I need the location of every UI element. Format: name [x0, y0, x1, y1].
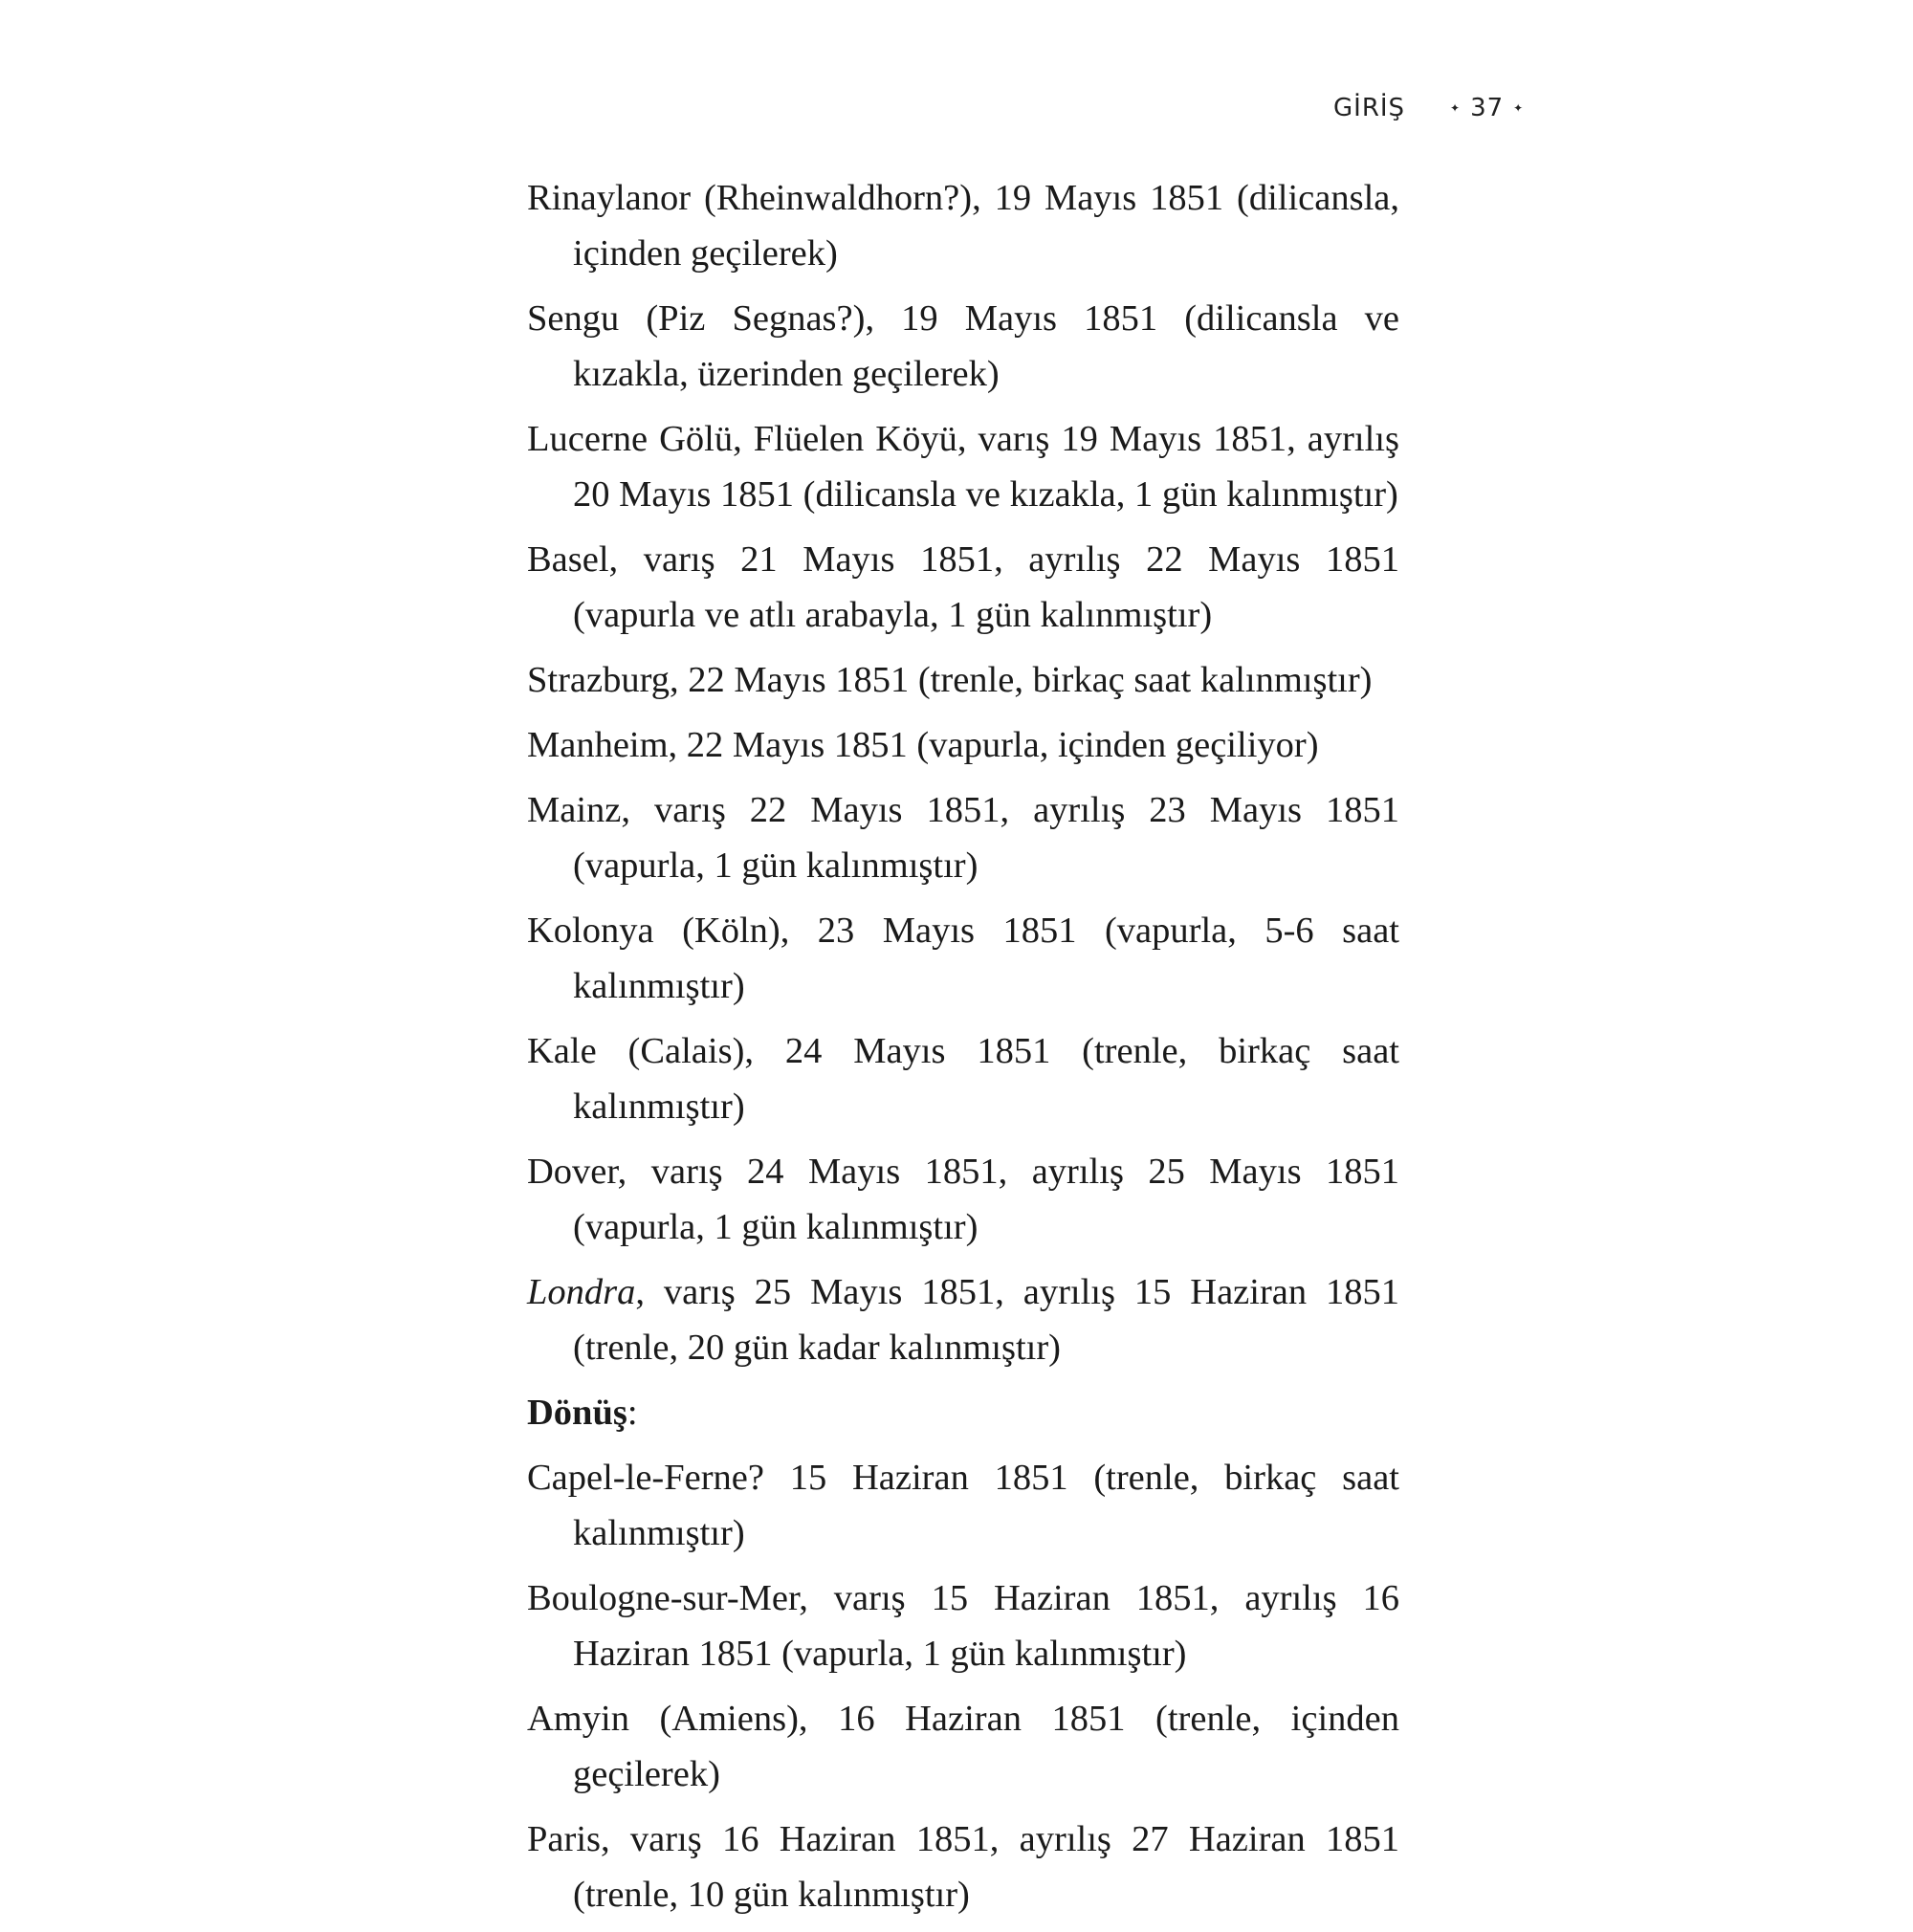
return-heading — [527, 1385, 1399, 1440]
itinerary-entry: Strazburg, 22 Mayıs 1851 (trenle, birkaç saat kalınmıştır) — [527, 660, 1373, 700]
itinerary-entry: Kale (Calais), 24 Mayıs 1851 (trenle, birkaç saat kalınmıştır) — [527, 1031, 1399, 1127]
itinerary-entry-london — [527, 1264, 1399, 1375]
itinerary-entry: Paris, varış 16 Haziran 1851, ayrılış 27 Haziran 1851 (trenle, 10 gün kalınmıştır) — [527, 1819, 1399, 1915]
itinerary-entry: Mainz, varış 22 Mayıs 1851, ayrılış 23 Mayıs 1851 (vapurla, 1 gün kalınmıştır) — [527, 790, 1399, 886]
itinerary-entry: Capel-le-Ferne? 15 Haziran 1851 (trenle, birkaç saat kalınmıştır) — [527, 1458, 1399, 1553]
running-header — [1301, 94, 1530, 132]
page-number-group — [1450, 94, 1524, 122]
itinerary-entry: Kolonya (Köln), 23 Mayıs 1851 (vapurla, 5-6 saat kalınmıştır) — [527, 911, 1399, 1006]
itinerary-entry: Dover, varış 24 Mayıs 1851, ayrılış 25 Mayıs 1851 (vapurla, 1 gün kalınmıştır) — [527, 1152, 1399, 1247]
itinerary-entry: Basel, varış 21 Mayıs 1851, ayrılış 22 Mayıs 1851 (vapurla ve atlı arabayla, 1 gün kalınmıştır) — [527, 539, 1399, 635]
itinerary-entry: Manheim, 22 Mayıs 1851 (vapurla, içinden geçiliyor) — [527, 725, 1319, 765]
ornament-right-icon: ✦ — [1513, 100, 1525, 115]
section-title: GİRİŞ — [1333, 94, 1406, 122]
itinerary-entry: Lucerne Gölü, Flüelen Köyü, varış 19 Mayıs 1851, ayrılış 20 Mayıs 1851 (dilicansla ve kızakla, 1 gün kalınmıştır) — [527, 419, 1399, 515]
london-entry-details: , varış 25 Mayıs 1851, ayrılış 15 Haziran 1851 (trenle, 20 gün kadar kalınmıştır) — [573, 1272, 1399, 1368]
london-place-name: Londra — [527, 1272, 636, 1312]
ornament-left-icon: ✦ — [1450, 100, 1462, 115]
itinerary-entry: Boulogne-sur-Mer, varış 15 Haziran 1851, ayrılış 16 Haziran 1851 (vapurla, 1 gün kalınmıştır) — [527, 1578, 1399, 1674]
return-heading-label: Dönüş — [527, 1393, 627, 1433]
return-heading-colon: : — [627, 1393, 638, 1433]
page-number: 37 — [1470, 94, 1505, 122]
itinerary-list — [527, 170, 1399, 1932]
itinerary-entry: Sengu (Piz Segnas?), 19 Mayıs 1851 (dilicansla ve kızakla, üzerinden geçilerek) — [527, 298, 1399, 394]
itinerary-entry: Rinaylanor (Rheinwaldhorn?), 19 Mayıs 1851 (dilicansla, içinden geçilerek) — [527, 178, 1399, 274]
itinerary-entry: Amyin (Amiens), 16 Haziran 1851 (trenle, içinden geçilerek) — [527, 1699, 1399, 1794]
